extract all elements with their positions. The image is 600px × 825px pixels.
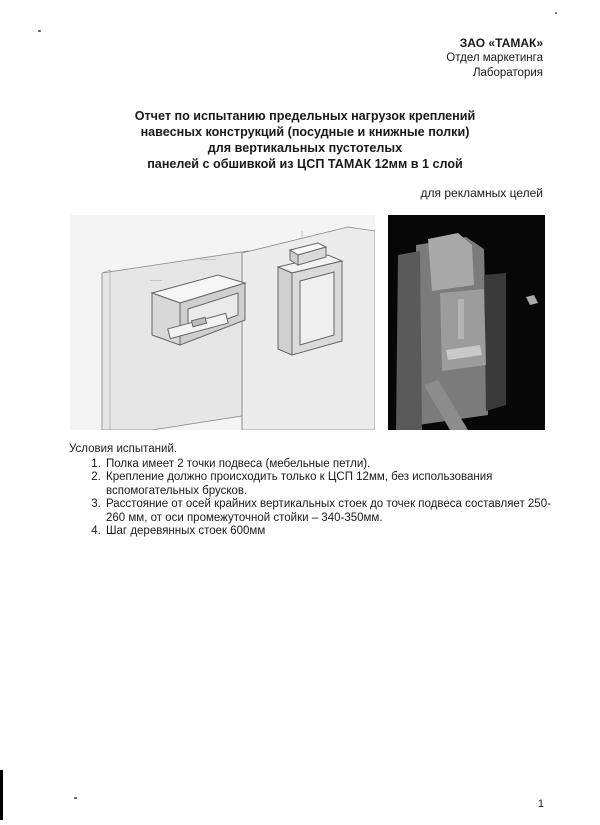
svg-text:————: ———— — [200, 256, 216, 261]
report-title — [100, 108, 510, 172]
list-item: 2. Крепление должно происходить только к ЦСП 12мм, без использования вспомогательных брусков. — [104, 471, 559, 498]
title-line: Отчет по испытанию предельных нагрузок креплений — [134, 109, 476, 123]
list-item: 4. Шаг деревянных стоек 600мм — [104, 525, 559, 539]
shelf-drawing — [70, 215, 375, 430]
title-line: навесных конструкций (посудные и книжные полки) — [140, 125, 470, 139]
page-number: 1 — [537, 798, 544, 810]
conditions-list — [69, 458, 559, 539]
department-name: Отдел маркетинга — [446, 52, 543, 64]
list-item: 1. Полка имеет 2 точки подвеса (мебельные петли). — [104, 458, 559, 472]
svg-text:———: ——— — [150, 277, 162, 282]
purpose-note: для рекламных целей — [420, 186, 543, 200]
scan-edge-mark — [0, 770, 3, 820]
company-name: ЗАО «ТАМАК» — [459, 36, 543, 50]
title-line: для вертикальных пустотелых — [207, 141, 403, 155]
scan-speck — [38, 30, 41, 32]
document-header — [446, 36, 543, 81]
test-conditions — [69, 443, 559, 539]
list-item: 3. Расстояние от осей крайних вертикальных стоек до точек подвеса составляет 250-260 мм, от оси промежуточной стойки – 340-350мм. — [104, 498, 559, 525]
conditions-heading: Условия испытаний. — [69, 443, 178, 455]
test-photo — [388, 215, 545, 430]
scan-speck — [74, 797, 77, 799]
unit-name: Лаборатория — [472, 67, 543, 79]
title-line: панелей с обшивкой из ЦСП ТАМАК 12мм в 1 слой — [147, 157, 463, 171]
scan-speck — [555, 12, 557, 14]
